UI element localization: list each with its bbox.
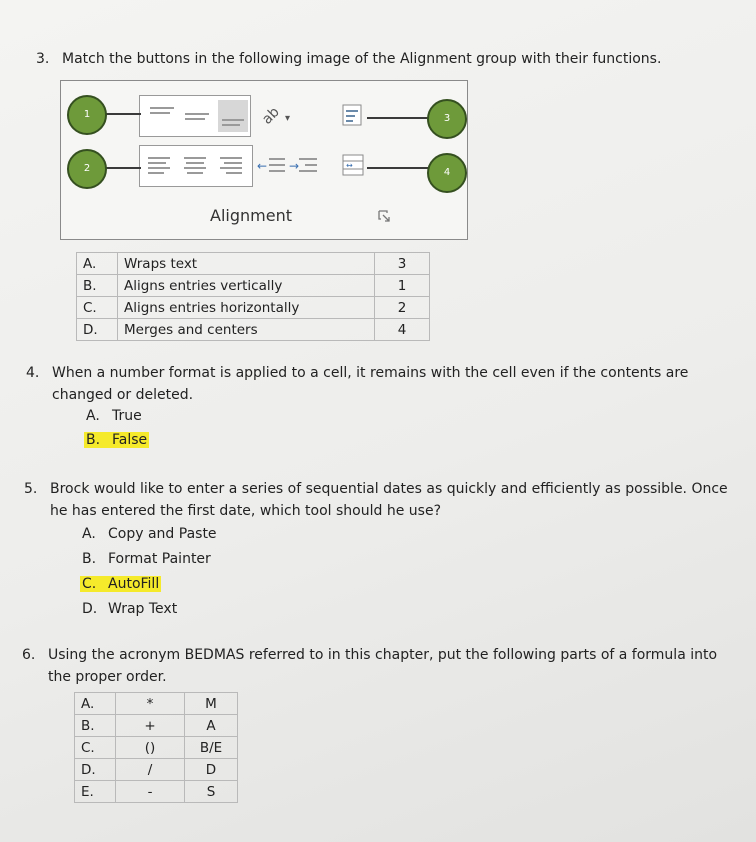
- q4-option-a[interactable]: [86, 408, 142, 424]
- row-letter: B.: [75, 715, 116, 737]
- dialog-launcher-icon: [377, 209, 391, 223]
- question-5-number: 5.: [24, 481, 38, 497]
- table-row: [75, 781, 238, 803]
- row-text: Merges and centers: [118, 319, 375, 341]
- table-row: [75, 715, 238, 737]
- q4-option-b[interactable]: [84, 432, 149, 448]
- callout-line-2: [101, 167, 141, 169]
- q5-option-d[interactable]: [82, 601, 177, 617]
- option-text: True: [112, 408, 142, 424]
- question-6-number: 6.: [22, 647, 36, 663]
- row-symbol: +: [116, 715, 185, 737]
- row-letter: D.: [77, 319, 118, 341]
- question-3: [36, 48, 736, 70]
- selected-answer-highlight: [84, 432, 149, 448]
- option-letter: C.: [82, 576, 97, 592]
- decrease-indent-icon: [255, 151, 325, 181]
- q5-option-b[interactable]: [82, 551, 211, 567]
- svg-text:ab: ab: [259, 104, 283, 128]
- question-4: [26, 362, 736, 406]
- callout-4: 4: [427, 153, 467, 193]
- row-answer: B/E: [185, 737, 238, 759]
- row-answer: M: [185, 693, 238, 715]
- row-answer: S: [185, 781, 238, 803]
- row-answer: 2: [375, 297, 430, 319]
- horizontal-align-buttons: [139, 145, 253, 187]
- option-text: Format Painter: [108, 551, 211, 567]
- question-4-number: 4.: [26, 365, 40, 381]
- row-text: Wraps text: [118, 253, 375, 275]
- table-row: [77, 253, 430, 275]
- row-text: Aligns entries vertically: [118, 275, 375, 297]
- q5-option-a[interactable]: [82, 526, 217, 542]
- row-letter: A.: [77, 253, 118, 275]
- question-5-line1: Brock would like to enter a series of sequential dates as quickly and efficiently as possible. Once: [50, 481, 728, 497]
- row-letter: E.: [75, 781, 116, 803]
- row-answer: 3: [375, 253, 430, 275]
- row-letter: C.: [77, 297, 118, 319]
- callout-line-1: [101, 113, 141, 115]
- align-left-icon: [140, 146, 252, 186]
- matching-table-q3: [76, 252, 430, 341]
- row-text: Aligns entries horizontally: [118, 297, 375, 319]
- table-row: [75, 737, 238, 759]
- question-3-number: 3.: [36, 51, 50, 67]
- question-4-line1: When a number format is applied to a cell, it remains with the cell even if the contents are: [52, 365, 689, 381]
- option-text: Copy and Paste: [108, 526, 217, 542]
- callout-line-3: [367, 117, 429, 119]
- question-3-text: Match the buttons in the following image of the Alignment group with their functions.: [62, 51, 662, 67]
- row-answer: A: [185, 715, 238, 737]
- svg-text:▾: ▾: [285, 113, 291, 124]
- callout-3: 3: [427, 99, 467, 139]
- row-symbol: /: [116, 759, 185, 781]
- question-6-line1: Using the acronym BEDMAS referred to in this chapter, put the following parts of a formula into: [48, 647, 718, 663]
- align-top-icon: [140, 96, 250, 136]
- option-text: Wrap Text: [108, 601, 178, 617]
- q5-option-c[interactable]: [80, 576, 161, 592]
- row-letter: C.: [75, 737, 116, 759]
- question-6-line2: the proper order.: [48, 669, 167, 685]
- callout-line-4: [367, 167, 429, 169]
- row-symbol: -: [116, 781, 185, 803]
- option-letter: A.: [86, 408, 100, 424]
- orientation-icon: [257, 99, 297, 129]
- svg-text:←: ←: [257, 159, 268, 173]
- row-answer: 1: [375, 275, 430, 297]
- row-answer: D: [185, 759, 238, 781]
- question-5: [24, 478, 746, 522]
- callout-1: 1: [67, 95, 107, 135]
- table-row: [75, 759, 238, 781]
- option-text: False: [112, 432, 148, 448]
- row-symbol: (): [116, 737, 185, 759]
- question-4-line2: changed or deleted.: [52, 387, 194, 403]
- bedmas-table-q6: [74, 692, 238, 803]
- option-text: AutoFill: [108, 576, 160, 592]
- row-letter: D.: [75, 759, 116, 781]
- alignment-group-label: Alignment: [210, 206, 292, 225]
- table-row: [77, 319, 430, 341]
- option-letter: B.: [86, 432, 101, 448]
- row-letter: B.: [77, 275, 118, 297]
- svg-text:→: →: [289, 159, 300, 173]
- table-row: [77, 297, 430, 319]
- svg-text:↔: ↔: [346, 161, 353, 170]
- merge-center-icon: [341, 153, 365, 179]
- option-letter: D.: [82, 601, 98, 617]
- vertical-align-buttons: [139, 95, 251, 137]
- selected-answer-highlight: [80, 576, 161, 592]
- wrap-text-icon: [341, 103, 365, 129]
- row-letter: A.: [75, 693, 116, 715]
- option-letter: A.: [82, 526, 96, 542]
- question-6: [22, 644, 746, 688]
- table-row: [77, 275, 430, 297]
- callout-2: 2: [67, 149, 107, 189]
- question-5-line2: he has entered the first date, which tool should he use?: [50, 503, 441, 519]
- row-answer: 4: [375, 319, 430, 341]
- option-letter: B.: [82, 551, 97, 567]
- table-row: [75, 693, 238, 715]
- row-symbol: *: [116, 693, 185, 715]
